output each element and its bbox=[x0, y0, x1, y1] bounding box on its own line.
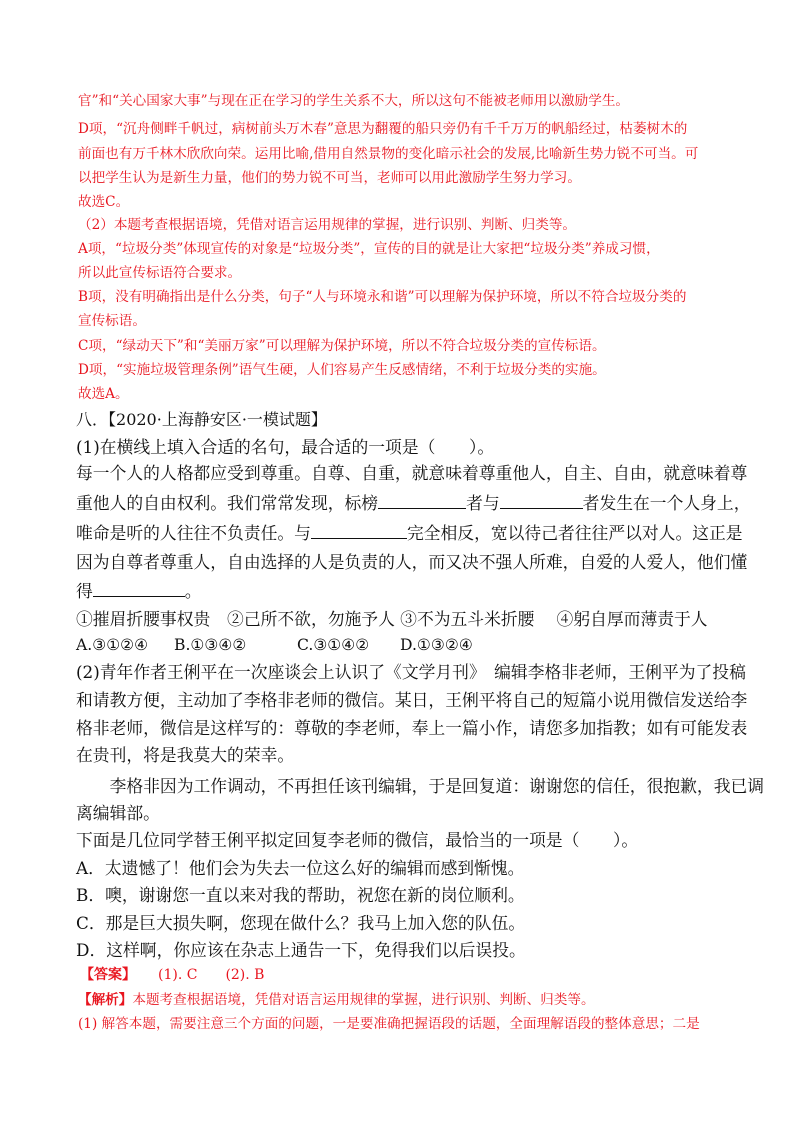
explanation-line: 所以此宣传标语符合要求。 bbox=[78, 265, 242, 281]
question-2-line: 和请教方便，主动加了李格非老师的微信。某日，王俐平将自己的短篇小说用微信发送给李 bbox=[76, 690, 748, 710]
explanation-line: C项，“绿动天下”和“美丽万家”可以理解为保护环境，所以不符合垃圾分类的宣传标语。 bbox=[78, 338, 606, 354]
passage-text: 完全相反，宽以待己者往往严以对人。这正是 bbox=[406, 523, 743, 543]
section-source: 【2020·上海静安区·一模试题】 bbox=[108, 410, 327, 429]
question-2-stem: 下面是几位同学替王俐平拟定回复李老师的微信，最恰当的一项是（ ）。 bbox=[76, 830, 639, 850]
choice-list: ①摧眉折腰事权贵 ②己所不欲，勿施予人 ③不为五斗米折腰 ④躬自厚而薄责于人 bbox=[76, 609, 708, 629]
passage-line bbox=[76, 525, 743, 542]
option-b[interactable]: B.①③④② bbox=[174, 636, 247, 654]
answer-line bbox=[80, 968, 264, 982]
passage-line: 因为自尊者尊重人，自由选择的人是负责的人，而又决不强人所难，自爱的人爱人，他们懂 bbox=[76, 552, 748, 572]
fill-blank-2[interactable] bbox=[500, 507, 583, 509]
passage-text: 重他人的自由权利。我们常常发现，标榜 bbox=[76, 493, 379, 513]
explanation-line: B项，没有明确指出是什么分类，句子“人与环境永和谐”可以理解为保护环境，所以不符合垃圾分类的 bbox=[78, 289, 687, 305]
section-heading bbox=[76, 412, 327, 428]
answer-label: 【答案】 bbox=[80, 967, 136, 983]
analysis-line bbox=[78, 994, 595, 1008]
question-1-stem: (1)在横线上填入合适的名句，最合适的一项是（ ）。 bbox=[76, 437, 495, 457]
explanation-line: 官”和“关心国家大事”与现在正在学习的学生关系不大，所以这句不能被老师用以激励学生。 bbox=[78, 93, 630, 109]
fill-blank-1[interactable] bbox=[378, 507, 466, 509]
passage-text: 。 bbox=[184, 581, 202, 601]
option-a[interactable]: A.③①②④ bbox=[76, 636, 149, 654]
explanation-line: 前面也有万千林木欣欣向荣。运用比喻,借用自然景物的变化暗示社会的发展,比喻新生势力锐不可当。可 bbox=[78, 146, 699, 162]
analysis-text: 本题考查根据语境，凭借对语言运用规律的掌握，进行识别、判断、归类等。 bbox=[132, 992, 595, 1008]
question-2-line: 李格非因为工作调动，不再担任该刊编辑，于是回复道：谢谢您的信任，很抱歉，我已调 bbox=[76, 776, 765, 796]
analysis-line: (1) 解答本题，需要注意三个方面的问题，一是要准确把握语段的话题，全面理解语段的整体意思；二是 bbox=[78, 1016, 700, 1032]
explanation-line: 故选A。 bbox=[78, 386, 129, 402]
explanation-line: A项，“垃圾分类”体现宣传的对象是“垃圾分类”，宣传的目的就是让大家把“垃圾分类”养成习惯， bbox=[78, 241, 660, 257]
passage-text: 者与 bbox=[466, 493, 500, 513]
explanation-line: 故选C。 bbox=[78, 194, 130, 210]
explanation-line: （2）本题考查根据语境，凭借对语言运用规律的掌握，进行识别、判断、归类等。 bbox=[78, 217, 577, 233]
fill-blank-4[interactable] bbox=[93, 595, 185, 597]
question-2-line: 格非老师，微信是这样写的：尊敬的李老师，奉上一篇小作，请您多加指教；如有可能发表 bbox=[76, 718, 748, 738]
explanation-line: 以把学生认为是新生力量，他们的势力锐不可当，老师可以用此激励学生努力学习。 bbox=[78, 170, 581, 186]
passage-line: 每一个人的人格都应受到尊重。自尊、自重，就意味着尊重他人，自主、自由，就意味着尊 bbox=[76, 463, 748, 483]
passage-text: 者发生在一个人身上， bbox=[582, 493, 751, 513]
question-2-line: 离编辑部。 bbox=[76, 803, 160, 823]
answer-text: (1). C (2). B bbox=[158, 967, 265, 983]
fill-blank-3[interactable] bbox=[311, 537, 407, 539]
question-2-line: (2)青年作者王俐平在一次座谈会上认识了《文学月刊》 编辑李格非老师，王俐平为了投稿 bbox=[76, 662, 746, 682]
explanation-line: D项，“沉舟侧畔千帆过，病树前头万木春”意思为翻覆的船只旁仍有千千万万的帆船经过，枯萎树木的 bbox=[78, 121, 688, 137]
explanation-line: 宣传标语。 bbox=[78, 313, 146, 329]
analysis-label: 【解析】 bbox=[78, 992, 133, 1008]
question-2-line: 在贵刊，将是我莫大的荣幸。 bbox=[76, 745, 295, 765]
passage-text: 唯命是听的人往往不负责任。与 bbox=[76, 523, 311, 543]
passage-text: 得 bbox=[76, 581, 93, 601]
section-number: 八． bbox=[76, 410, 109, 429]
passage-line bbox=[76, 495, 750, 512]
option-b[interactable]: B．噢，谢谢您一直以来对我的帮助，祝您在新的岗位顺利。 bbox=[76, 885, 525, 905]
option-d[interactable]: D.①③②④ bbox=[400, 636, 473, 654]
option-a[interactable]: A．太遗憾了！他们会为失去一位这么好的编辑而感到惭愧。 bbox=[76, 858, 525, 878]
passage-line bbox=[76, 583, 202, 600]
option-row bbox=[76, 638, 473, 654]
option-c[interactable]: C．那是巨大损失啊，您现在做什么？我马上加入您的队伍。 bbox=[76, 913, 526, 933]
option-c[interactable]: C.③①④② bbox=[297, 636, 370, 654]
option-d[interactable]: D．这样啊，你应该在杂志上通告一下，免得我们以后误投。 bbox=[76, 940, 526, 960]
explanation-line: D项，“实施垃圾管理条例”语气生硬，人们容易产生反感情绪，不利于垃圾分类的实施。 bbox=[78, 362, 606, 378]
